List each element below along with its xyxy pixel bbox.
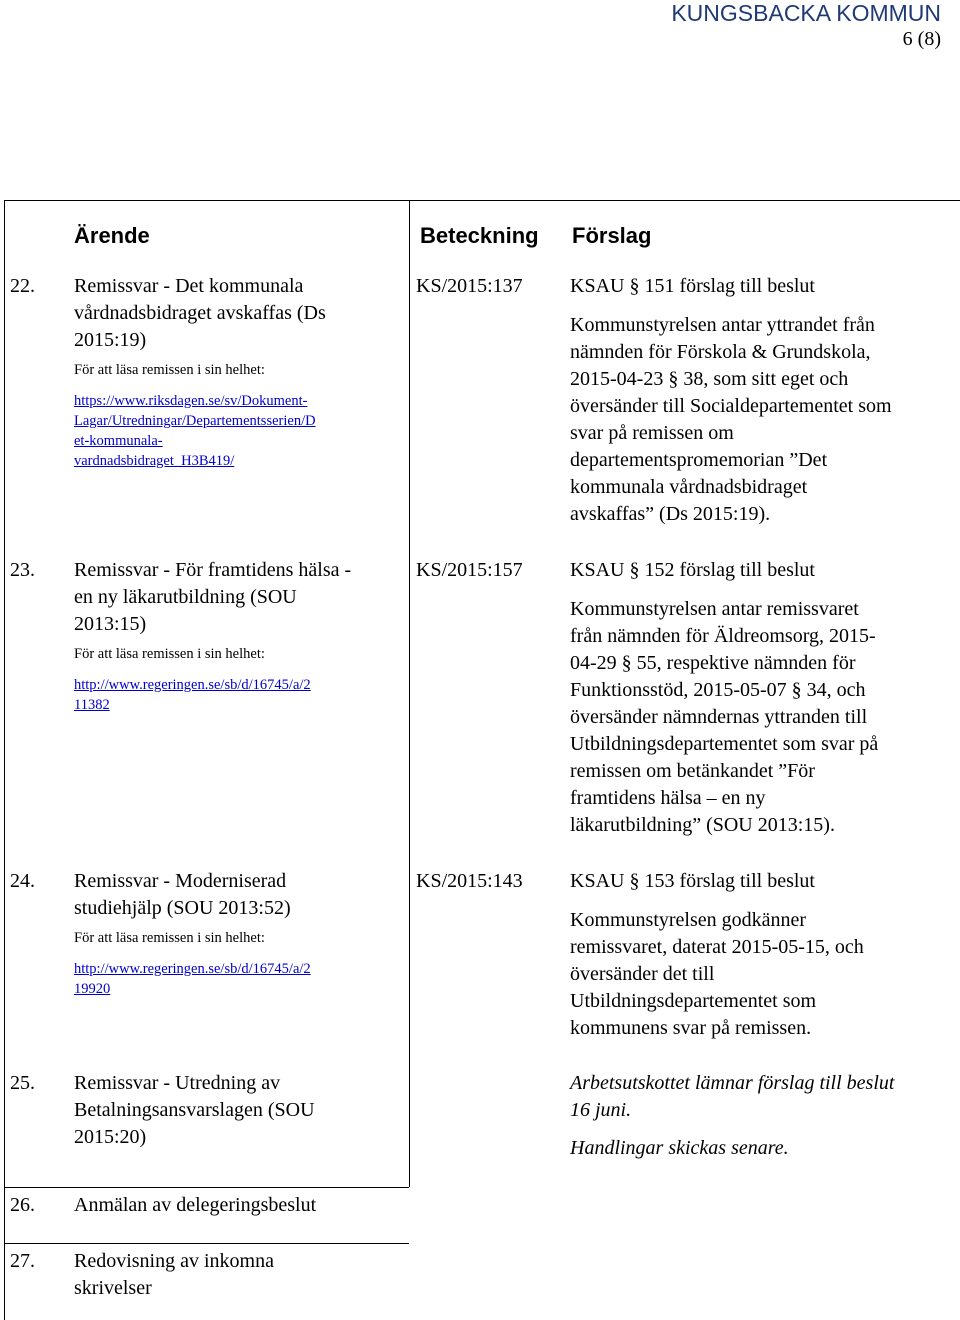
row-number: 24.	[10, 870, 35, 892]
row-number: 25.	[10, 1072, 35, 1094]
item-beteckning: KS/2015:137	[416, 275, 523, 297]
row-divider	[5, 1243, 409, 1244]
item-forslag	[570, 273, 955, 528]
item-title-text: Remissvar - Det kommunala vårdnadsbidraget avskaffas (Ds 2015:19)	[74, 275, 326, 351]
item-title	[74, 1248, 404, 1302]
row-number: 22.	[10, 275, 35, 297]
row-number: 26.	[10, 1194, 35, 1216]
forslag-body: Kommunstyrelsen antar yttrandet från nämnden för Förskola & Grundskola, 2015-04-23 § 38, som sitt eget och översänder till Socialdepartementet som svar på remissen om departementspromemorian ”Det kommunala vårdnadsbidraget avskaffas” (Ds 2015:19).	[570, 314, 892, 525]
item-title	[74, 557, 404, 715]
item-note: För att läsa remissen i sin helhet:	[74, 362, 265, 378]
column-divider	[409, 201, 410, 1187]
column-header-beteckning: Beteckning	[420, 223, 539, 248]
item-beteckning: KS/2015:157	[416, 559, 523, 581]
row-number: 23.	[10, 559, 35, 581]
forslag-title: KSAU § 153 förslag till beslut	[570, 870, 815, 892]
forslag-title: KSAU § 152 förslag till beslut	[570, 559, 815, 581]
item-note: För att läsa remissen i sin helhet:	[74, 930, 265, 946]
item-title-text: Remissvar - Moderniserad studiehjälp (SOU 2013:52)	[74, 870, 291, 919]
row-number: 27.	[10, 1250, 35, 1272]
item-link[interactable]: https://www.riksdagen.se/sv/Dokument- Lagar/Utredningar/Departementsserien/D et-kommunala- vardnadsbidraget_H3B419/	[74, 393, 316, 469]
item-note: För att läsa remissen i sin helhet:	[74, 646, 265, 662]
item-title-text: Remissvar - För framtidens hälsa - en ny läkarutbildning (SOU 2013:15)	[74, 559, 352, 635]
item-title-text: Remissvar - Utredning av Betalningsansvarslagen (SOU 2015:20)	[74, 1072, 315, 1148]
item-forslag	[570, 557, 955, 839]
item-title-text: Anmälan av delegeringsbeslut	[74, 1194, 317, 1216]
item-title	[74, 1070, 404, 1151]
forslag-body: Kommunstyrelsen godkänner remissvaret, daterat 2015-05-15, och översänder det till Utbildningsdepartementet som kommunens svar på remissen.	[570, 909, 864, 1039]
item-title	[74, 273, 404, 471]
column-header-arende: Ärende	[74, 223, 150, 248]
item-forslag	[570, 1070, 955, 1162]
row-divider	[5, 1187, 409, 1188]
item-title-text: Redovisning av inkomna skrivelser	[74, 1250, 274, 1299]
forslag-body: Kommunstyrelsen antar remissvaret från nämnden för Äldreomsorg, 2015- 04-29 § 55, respektive nämnden för Funktionsstöd, 2015-05-07 § 34, och översänder nämndernas yttranden till Utbildningsdepartementet som svar på remissen om betänkandet ”För framtidens hälsa – en ny läkarutbildning” (SOU 2013:15).	[570, 598, 879, 836]
item-forslag	[570, 868, 955, 1042]
page-header-org: KUNGSBACKA KOMMUN	[671, 0, 941, 26]
item-title	[74, 1192, 404, 1219]
item-link[interactable]: http://www.regeringen.se/sb/d/16745/a/2 19920	[74, 961, 311, 997]
item-link[interactable]: http://www.regeringen.se/sb/d/16745/a/2 11382	[74, 677, 311, 713]
forslag-note: Arbetsutskottet lämnar förslag till beslut 16 juni.	[570, 1072, 895, 1121]
item-title	[74, 868, 404, 999]
forslag-note: Handlingar skickas senare.	[570, 1137, 789, 1159]
page-number: 6 (8)	[902, 28, 941, 50]
forslag-title: KSAU § 151 förslag till beslut	[570, 275, 815, 297]
column-header-forslag: Förslag	[572, 223, 652, 248]
item-beteckning: KS/2015:143	[416, 870, 523, 892]
